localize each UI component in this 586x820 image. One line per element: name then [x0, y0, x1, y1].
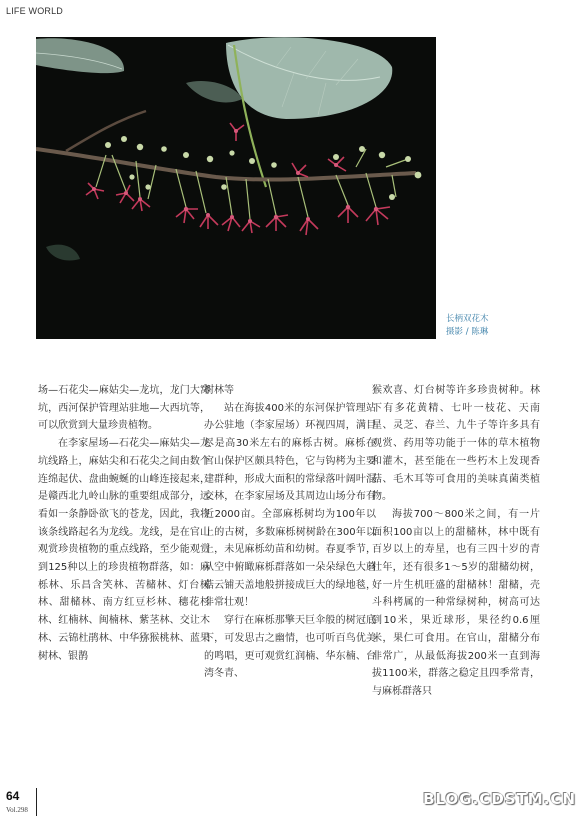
section-label: LIFE WORLD	[6, 6, 64, 16]
caption-credit: 摄影 / 陈琳	[446, 327, 489, 337]
feature-photo	[36, 37, 436, 339]
flower-branch-illustration	[36, 37, 436, 339]
volume-label: Vol.298	[6, 806, 28, 814]
paragraph: 站在海拔400米的东河保护管理站办公驻地（李家屋场）环视四周，满目尽是高30米左右的麻栎古树。麻栎在官山保护区颇具特色，它与钩栲为主要建群种，形成大面积的常绿落叶阔叶混交林，在李家屋场及其周边山场分布有近2000亩。全部麻栎树均为100年以上的古树，多数麻栎树树龄在300年以上，未见麻栎幼苗和幼树。春夏季节，从空中俯瞰麻栎群落如一朵朵绿色大蘑菇云铺天盖地般拼接成巨大的绿地毯，非常壮观！	[204, 402, 376, 609]
photo-caption	[446, 313, 489, 339]
article-column-2	[204, 382, 376, 683]
site-watermark: BLOG.CDSTM.CN	[423, 790, 576, 808]
paragraph: 海拔700～800米之间，有一片面积100亩以上的甜槠林，林中既有百岁以上的寿星，也有三四十岁的青壮年，还有很多1～5岁的甜槠幼树，好一片生机旺盛的甜槠林！甜槠，壳斗科栲属的一种常绿树种，树高可达到10米，果近球形，果径约0.6厘米，果仁可食用。在官山，甜槠分布非常广，从最低海拔200米一直到海拔1100米，群落之稳定且四季常青，与麻栎群落只	[372, 508, 540, 697]
article-column-1	[38, 382, 210, 665]
paragraph: 猴欢喜、灯台树等许多珍贵树种。林下有多花黄精、七叶一枝花、天南星、灵芝、春兰、九牛子等许多具有观赏、药用等功能于一体的草木植物和灌木，甚至能在一些朽木上发现香菇、毛木耳等可食用的美味真菌类植物。	[372, 385, 540, 503]
caption-title: 长柄双花木	[446, 314, 489, 324]
paragraph: 穿行在麻栎那擎天巨伞般的树冠底下，可发思古之幽情，也可听百鸟优美的鸣唱，更可观赏红润楠、华东楠、台湾冬青、	[204, 615, 376, 680]
footer-divider	[36, 788, 37, 816]
paragraph: 在李家屋场—石花尖—麻姑尖—龙坑线路上，麻姑尖和石花尖之间由数个连绵起伏、盘曲蜿蜒的山峰连接起来，是赣西北九岭山脉的重要组成部分，远看如一条静卧欲飞的苍龙，因此，我将该条线路起名为龙线。龙线，是在官山观赏珍贵植物的重点线路，至少能观赏到125种以上的珍贵植物群落，如：麻栎林、乐昌含笑林、苦槠林、灯台树林、甜槠林、南方红豆杉林、穗花杉林、红楠林、闽楠林、紫茎林、交让木林、云锦杜鹃林、中华猕猴桃林、蓝果树林、银鹊	[38, 438, 210, 662]
paragraph: 树林等	[204, 385, 234, 396]
article-column-3	[372, 382, 540, 701]
paragraph: 场—石花尖—麻姑尖—龙坑，龙门大窝坑，西河保护管理站驻地—大西坑等，可以欣赏到大量珍贵植物。	[38, 385, 210, 432]
page-number: 64	[6, 789, 20, 803]
